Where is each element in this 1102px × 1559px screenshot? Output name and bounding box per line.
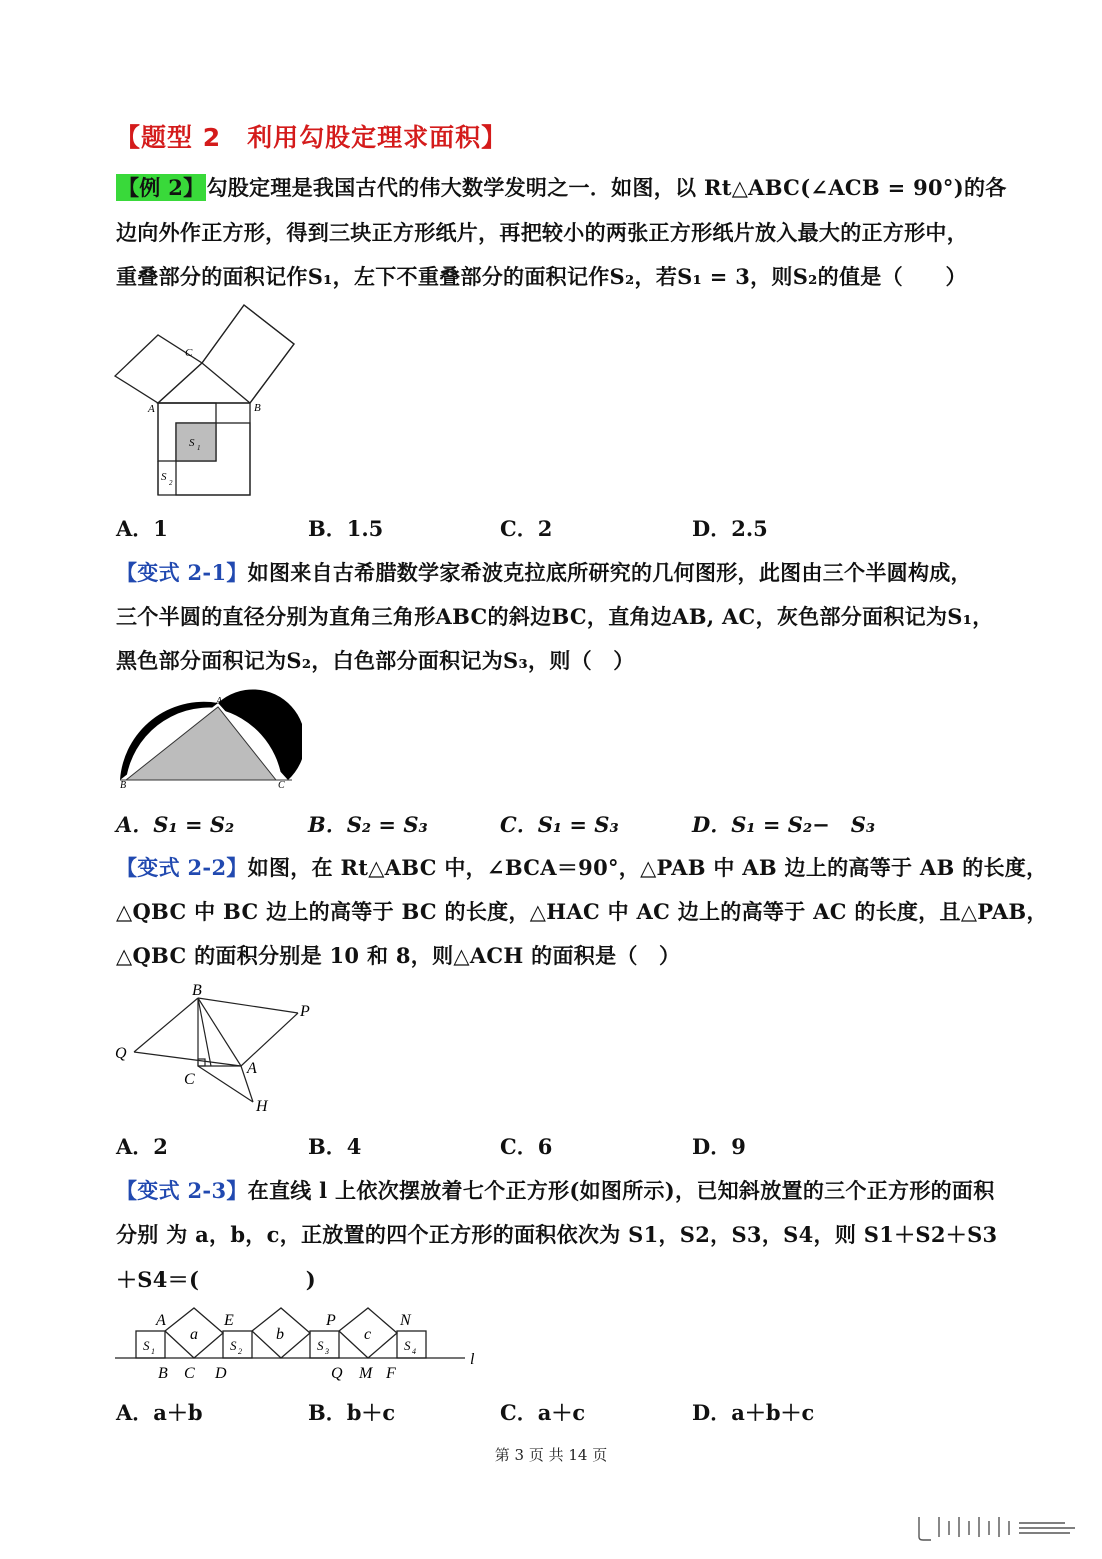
q1-option-c[interactable]: C．2 — [500, 516, 553, 541]
q4-tag: 【变式 2-3】 — [116, 1178, 248, 1203]
q4-label-q: Q — [331, 1365, 343, 1382]
q1-option-b[interactable]: B．1.5 — [308, 516, 384, 541]
q4-label-area-a: a — [190, 1326, 198, 1343]
watermark-icon — [905, 1513, 1085, 1543]
q2-option-d[interactable]: D．S₁ = S₂− S₃ — [692, 812, 876, 837]
q4-line3: ＋S4＝( ) — [116, 1267, 316, 1292]
q4-label-s2: S — [230, 1338, 237, 1353]
q1-label-s1-sub: 1 — [197, 444, 201, 452]
q1-label-s1: S — [189, 437, 195, 449]
q4-line2: 分别 为 a，b，c，正放置的四个正方形的面积依次为 S1，S2，S3，S4，则 S1＋S2＋S3 — [116, 1222, 998, 1247]
q3-label-p: P — [300, 1003, 310, 1020]
svg-text:4: 4 — [412, 1347, 416, 1356]
q2-label-a: A — [216, 696, 223, 707]
q3-option-d[interactable]: D．9 — [692, 1134, 746, 1159]
q2-figure — [112, 680, 302, 795]
q4-label-n: N — [400, 1312, 411, 1329]
q3-figure — [108, 978, 328, 1118]
page-footer: 第 3 页 共 14 页 — [494, 1446, 608, 1464]
q4-label-m: M — [359, 1365, 373, 1382]
q4-label-b: B — [158, 1365, 168, 1382]
q1-tag: 【例 2】 — [118, 175, 205, 200]
q1-label-s2-sub: 2 — [169, 479, 173, 487]
q4-label-p: P — [326, 1312, 336, 1329]
q3-option-a[interactable]: A．2 — [116, 1134, 168, 1159]
q2-option-c[interactable]: C．S₁ = S₃ — [500, 812, 619, 837]
q1-label-b: B — [254, 402, 261, 414]
q2-option-a[interactable]: A．S₁ = S₂ — [116, 812, 235, 837]
q4-label-s1: S — [143, 1338, 150, 1353]
q4-option-d[interactable]: D．a＋b＋c — [692, 1400, 815, 1425]
q4-line1: 【变式 2-3】在直线 l 上依次摆放着七个正方形(如图所示)，已知斜放置的三个正方形的面积 — [116, 1178, 995, 1203]
q1-square-ab-outline — [158, 305, 294, 403]
q4-label-area-c: c — [364, 1326, 372, 1343]
q3-label-q: Q — [115, 1045, 127, 1062]
q1-line3: 重叠部分的面积记作S₁，左下不重叠部分的面积记作S₂，若S₁ = 3，则S₂的值是（ ） — [116, 264, 967, 289]
svg-text:2: 2 — [238, 1347, 242, 1356]
q4-label-s4: S — [404, 1338, 411, 1353]
q1-label-s2: S — [161, 471, 167, 483]
q4-label-c: C — [184, 1365, 195, 1382]
q1-square-ac — [115, 335, 202, 403]
q3-label-c: C — [184, 1071, 195, 1088]
q1-option-a[interactable]: A．1 — [116, 516, 168, 541]
q4-option-b[interactable]: B．b＋c — [308, 1400, 396, 1425]
q1-line1: 【例 2】勾股定理是我国古代的伟大数学发明之一．如图，以 Rt△ABC(∠ACB = 90°)的各 — [118, 175, 1007, 200]
q4-label-a: A — [156, 1312, 166, 1329]
q2-label-c: C — [278, 780, 285, 791]
q4-option-c[interactable]: C．a＋c — [500, 1400, 586, 1425]
svg-text:1: 1 — [151, 1347, 155, 1356]
q2-line1: 【变式 2-1】如图来自古希腊数学家希波克拉底所研究的几何图形，此图由三个半圆构成， — [116, 560, 972, 585]
q4-label-area-b: b — [276, 1326, 284, 1343]
q4-option-a[interactable]: A．a＋b — [116, 1400, 203, 1425]
q3-line3: △QBC 的面积分别是 10 和 8，则△ACH 的面积是（ ） — [116, 943, 681, 968]
q3-option-b[interactable]: B．4 — [308, 1134, 362, 1159]
q4-label-d: D — [215, 1365, 227, 1382]
q1-option-d[interactable]: D．2.5 — [692, 516, 768, 541]
q3-option-c[interactable]: C．6 — [500, 1134, 553, 1159]
q2-line2: 三个半圆的直径分别为直角三角形ABC的斜边BC，直角边AB, AC，灰色部分面积记为S₁， — [116, 604, 994, 629]
q3-label-a: A — [247, 1060, 257, 1077]
q1-line2: 边向外作正方形，得到三块正方形纸片，再把较小的两张正方形纸片放入最大的正方形中， — [116, 220, 968, 245]
q4-label-e: E — [224, 1312, 234, 1329]
q3-line2: △QBC 中 BC 边上的高等于 BC 的长度，△HAC 中 AC 边上的高等于 AC 的长度，且△PAB， — [116, 899, 1048, 924]
q2-option-b[interactable]: B．S₂ = S₃ — [308, 812, 428, 837]
q4-label-l: l — [470, 1351, 475, 1368]
q4-label-f: F — [386, 1365, 396, 1382]
q1-label-c: C — [185, 347, 193, 359]
section-heading: 【题型 2 利用勾股定理求面积】 — [115, 123, 508, 152]
q1-figure — [110, 300, 300, 500]
q4-label-s3: S — [317, 1338, 324, 1353]
q3-label-b: B — [192, 982, 202, 999]
q1-square-bc — [202, 305, 294, 403]
svg-text:3: 3 — [325, 1347, 329, 1356]
q2-tag: 【变式 2-1】 — [116, 560, 248, 585]
q2-label-b: B — [120, 780, 127, 791]
q3-tag: 【变式 2-2】 — [116, 855, 248, 880]
q2-line3: 黑色部分面积记为S₂，白色部分面积记为S₃，则（ ） — [116, 648, 635, 673]
q4-figure — [110, 1300, 490, 1390]
q1-label-a: A — [148, 403, 155, 415]
q1-s1-region — [176, 423, 216, 461]
q3-label-h: H — [256, 1098, 268, 1115]
q3-line1: 【变式 2-2】如图，在 Rt△ABC 中，∠BCA＝90°，△PAB 中 AB 边上的高等于 AB 的长度， — [116, 855, 1048, 880]
